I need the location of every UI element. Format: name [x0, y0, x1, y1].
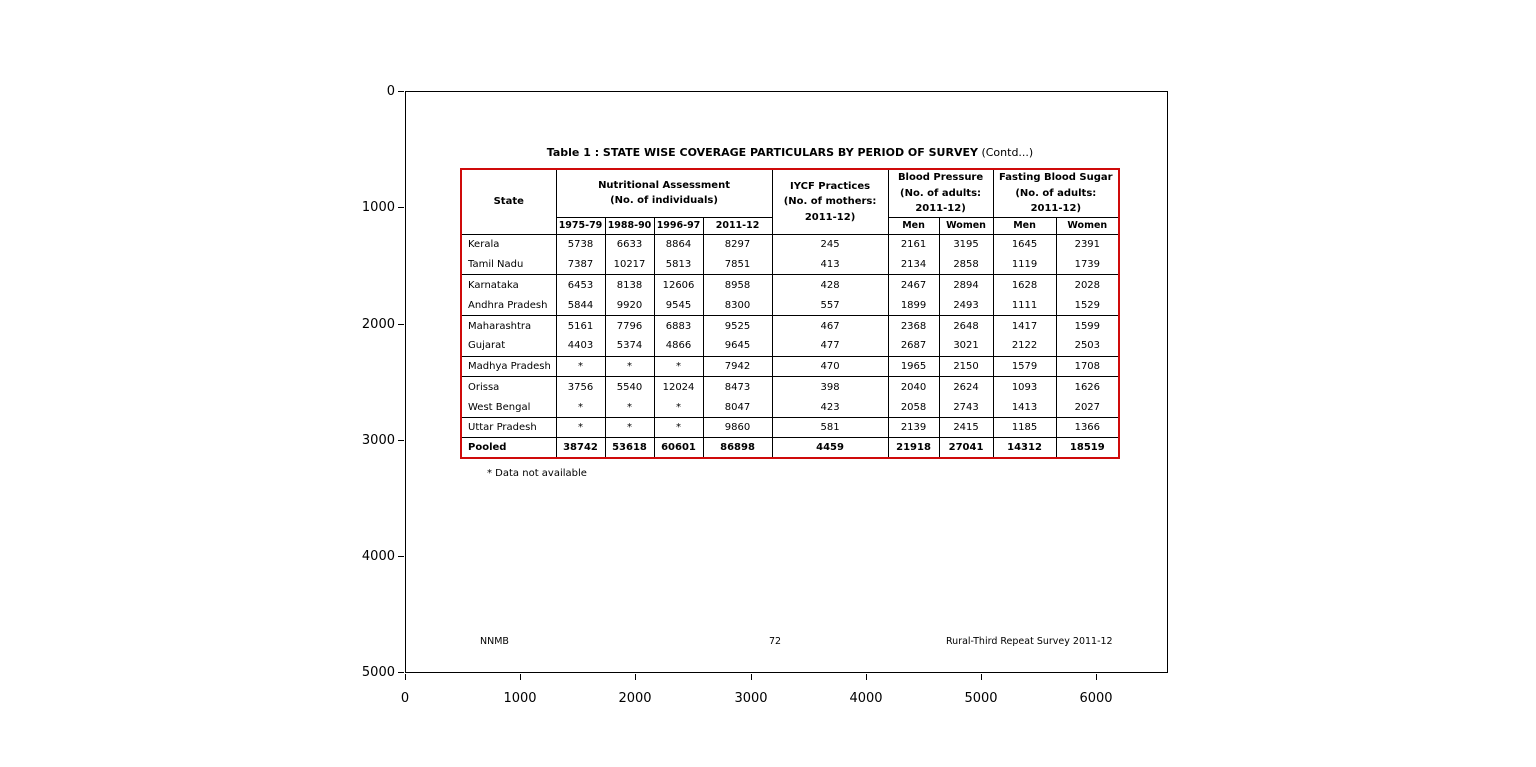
- data-cell: 470: [772, 356, 888, 376]
- table-title: [440, 146, 1140, 159]
- x-tick-mark: [635, 674, 636, 680]
- data-cell: 581: [772, 418, 888, 438]
- data-cell: 4403: [556, 336, 605, 356]
- data-cell: 2858: [939, 254, 993, 274]
- data-cell: 9545: [654, 295, 703, 315]
- header-fbs-line3: 2011-12): [1030, 203, 1082, 214]
- x-axis-tick-label: 5000: [964, 691, 998, 706]
- data-cell: 1599: [1056, 316, 1119, 336]
- data-cell: 10217: [605, 254, 654, 274]
- x-tick-mark: [405, 674, 406, 680]
- table-row: [461, 336, 1119, 356]
- data-cell: 53618: [605, 438, 654, 458]
- data-cell: 7387: [556, 254, 605, 274]
- data-cell: 428: [772, 275, 888, 295]
- data-cell: 4866: [654, 336, 703, 356]
- data-cell: 8138: [605, 275, 654, 295]
- data-cell: 2122: [993, 336, 1056, 356]
- data-cell: 1413: [993, 397, 1056, 417]
- data-cell: *: [654, 397, 703, 417]
- table-row: [461, 295, 1119, 315]
- data-cell: 2894: [939, 275, 993, 295]
- data-cell: 2503: [1056, 336, 1119, 356]
- data-cell: 4459: [772, 438, 888, 458]
- state-name: Tamil Nadu: [461, 254, 556, 274]
- data-cell: 1628: [993, 275, 1056, 295]
- state-name: Karnataka: [461, 275, 556, 295]
- data-cell: *: [556, 418, 605, 438]
- data-cell: 2624: [939, 377, 993, 397]
- data-cell: 1708: [1056, 356, 1119, 376]
- data-cell: 398: [772, 377, 888, 397]
- table-row: [461, 397, 1119, 417]
- data-cell: 1119: [993, 254, 1056, 274]
- data-cell: 245: [772, 234, 888, 254]
- data-cell: 2648: [939, 316, 993, 336]
- data-cell: 2027: [1056, 397, 1119, 417]
- state-name: Maharashtra: [461, 316, 556, 336]
- data-cell: 12024: [654, 377, 703, 397]
- state-name: Andhra Pradesh: [461, 295, 556, 315]
- table-row: [461, 438, 1119, 458]
- data-cell: 8047: [703, 397, 772, 417]
- table-row: [461, 316, 1119, 336]
- header-bp-men: Men: [888, 217, 939, 234]
- x-tick-mark: [751, 674, 752, 680]
- header-fasting-blood-sugar: [993, 169, 1119, 217]
- y-axis-tick-label: 3000: [361, 433, 395, 448]
- x-tick-mark: [981, 674, 982, 680]
- data-cell: 9920: [605, 295, 654, 315]
- x-axis-tick-label: 4000: [849, 691, 883, 706]
- state-name: West Bengal: [461, 397, 556, 417]
- state-name: Madhya Pradesh: [461, 356, 556, 376]
- data-cell: 8473: [703, 377, 772, 397]
- data-cell: 3021: [939, 336, 993, 356]
- header-iycf-line1: IYCF Practices: [790, 180, 871, 192]
- state-name: Pooled: [461, 438, 556, 458]
- x-axis-tick-label: 0: [400, 691, 410, 706]
- data-cell: 467: [772, 316, 888, 336]
- data-cell: 1093: [993, 377, 1056, 397]
- data-cell: 5374: [605, 336, 654, 356]
- data-cell: 6453: [556, 275, 605, 295]
- table-title-main: Table 1 : STATE WISE COVERAGE PARTICULARS BY PERIOD OF SURVEY: [546, 146, 978, 159]
- state-name: Kerala: [461, 234, 556, 254]
- table-row: [461, 418, 1119, 438]
- data-cell: 2028: [1056, 275, 1119, 295]
- data-cell: 1579: [993, 356, 1056, 376]
- footer-nnmb: NNMB: [480, 636, 509, 647]
- data-cell: 423: [772, 397, 888, 417]
- data-cell: 1529: [1056, 295, 1119, 315]
- header-fbs-men: Men: [993, 217, 1056, 234]
- header-year-1988-90: 1988-90: [605, 217, 654, 234]
- data-cell: 5161: [556, 316, 605, 336]
- data-cell: *: [556, 356, 605, 376]
- x-axis-tick-label: 2000: [618, 691, 652, 706]
- header-iycf-practices: [772, 169, 888, 234]
- header-nutritional-assessment: [556, 169, 772, 217]
- data-cell: 2134: [888, 254, 939, 274]
- header-state: State: [461, 169, 556, 234]
- data-cell: 3195: [939, 234, 993, 254]
- data-cell: 2150: [939, 356, 993, 376]
- data-cell: 1185: [993, 418, 1056, 438]
- data-cell: 86898: [703, 438, 772, 458]
- data-cell: 1645: [993, 234, 1056, 254]
- data-cell: 5540: [605, 377, 654, 397]
- header-fbs-line1: Fasting Blood Sugar: [999, 172, 1113, 183]
- data-cell: 9860: [703, 418, 772, 438]
- header-bp-women: Women: [939, 217, 993, 234]
- table-body: [461, 234, 1119, 458]
- data-cell: 12606: [654, 275, 703, 295]
- data-cell: 2467: [888, 275, 939, 295]
- y-axis-tick-label: 0: [386, 84, 395, 99]
- data-cell: 9525: [703, 316, 772, 336]
- data-cell: 60601: [654, 438, 703, 458]
- y-axis-tick-label: 2000: [361, 317, 395, 332]
- header-nutritional-line1: Nutritional Assessment: [598, 179, 730, 191]
- data-cell: 2687: [888, 336, 939, 356]
- header-year-1975-79: 1975-79: [556, 217, 605, 234]
- data-cell: 9645: [703, 336, 772, 356]
- footnote: * Data not available: [487, 468, 587, 479]
- footer-page-number: 72: [768, 636, 782, 647]
- header-year-1996-97: 1996-97: [654, 217, 703, 234]
- data-cell: 8300: [703, 295, 772, 315]
- x-axis-tick-label: 3000: [734, 691, 768, 706]
- data-cell: 5844: [556, 295, 605, 315]
- data-cell: *: [556, 397, 605, 417]
- table-row: [461, 356, 1119, 376]
- data-cell: *: [605, 418, 654, 438]
- header-fbs-line2: (No. of adults:: [1015, 187, 1097, 199]
- data-cell: 27041: [939, 438, 993, 458]
- y-axis-tick-label: 1000: [361, 200, 395, 215]
- data-cell: *: [654, 418, 703, 438]
- data-cell: 8297: [703, 234, 772, 254]
- data-cell: 477: [772, 336, 888, 356]
- data-cell: 413: [772, 254, 888, 274]
- data-cell: 6633: [605, 234, 654, 254]
- x-axis-tick-label: 1000: [503, 691, 537, 706]
- header-fbs-women: Women: [1056, 217, 1119, 234]
- data-cell: 5738: [556, 234, 605, 254]
- data-cell: 1366: [1056, 418, 1119, 438]
- data-cell: 18519: [1056, 438, 1119, 458]
- x-tick-mark: [520, 674, 521, 680]
- data-cell: 1626: [1056, 377, 1119, 397]
- x-tick-mark: [866, 674, 867, 680]
- data-cell: 2368: [888, 316, 939, 336]
- header-bp-line3: 2011-12): [915, 203, 966, 214]
- x-axis-tick-label: 6000: [1079, 691, 1113, 706]
- data-cell: 14312: [993, 438, 1056, 458]
- data-cell: 2391: [1056, 234, 1119, 254]
- data-cell: *: [605, 397, 654, 417]
- data-cell: 3756: [556, 377, 605, 397]
- header-bp-line2: (No. of adults:: [900, 187, 982, 199]
- state-name: Uttar Pradesh: [461, 418, 556, 438]
- y-tick-mark: [398, 207, 404, 208]
- data-cell: 2139: [888, 418, 939, 438]
- data-cell: 1417: [993, 316, 1056, 336]
- table-row: [461, 377, 1119, 397]
- y-tick-mark: [398, 556, 404, 557]
- state-name: Orissa: [461, 377, 556, 397]
- data-cell: 2040: [888, 377, 939, 397]
- header-iycf-line2: (No. of mothers:: [783, 196, 877, 207]
- y-axis-tick-label: 4000: [361, 549, 395, 564]
- header-iycf-line3: 2011-12): [804, 211, 856, 223]
- data-cell: 2493: [939, 295, 993, 315]
- data-cell: 1739: [1056, 254, 1119, 274]
- data-cell: 6883: [654, 316, 703, 336]
- data-cell: 7942: [703, 356, 772, 376]
- y-tick-mark: [398, 440, 404, 441]
- data-cell: 2058: [888, 397, 939, 417]
- data-cell: 557: [772, 295, 888, 315]
- coverage-table: [460, 168, 1120, 459]
- y-tick-mark: [398, 324, 404, 325]
- data-cell: 7851: [703, 254, 772, 274]
- x-tick-mark: [1096, 674, 1097, 680]
- data-cell: 1899: [888, 295, 939, 315]
- data-cell: 1965: [888, 356, 939, 376]
- data-cell: *: [605, 356, 654, 376]
- table-row: [461, 254, 1119, 274]
- table-title-suffix: (Contd...): [981, 146, 1034, 159]
- data-cell: 2743: [939, 397, 993, 417]
- data-cell: 21918: [888, 438, 939, 458]
- data-cell: 8958: [703, 275, 772, 295]
- data-cell: *: [654, 356, 703, 376]
- data-cell: 5813: [654, 254, 703, 274]
- header-blood-pressure: [888, 169, 993, 217]
- data-cell: 38742: [556, 438, 605, 458]
- data-cell: 2161: [888, 234, 939, 254]
- state-name: Gujarat: [461, 336, 556, 356]
- footer-survey-name: Rural-Third Repeat Survey 2011-12: [946, 636, 1113, 647]
- data-cell: 8864: [654, 234, 703, 254]
- header-year-2011-12: 2011-12: [703, 217, 772, 234]
- data-cell: 1111: [993, 295, 1056, 315]
- data-cell: 2415: [939, 418, 993, 438]
- y-tick-mark: [398, 672, 404, 673]
- data-cell: 7796: [605, 316, 654, 336]
- table-row: [461, 234, 1119, 254]
- y-tick-mark: [398, 91, 404, 92]
- header-bp-line1: Blood Pressure: [897, 172, 984, 183]
- table-row: [461, 275, 1119, 295]
- y-axis-tick-label: 5000: [361, 665, 395, 680]
- table-header-row-1: [461, 169, 1119, 217]
- header-nutritional-line2: (No. of individuals): [610, 195, 718, 207]
